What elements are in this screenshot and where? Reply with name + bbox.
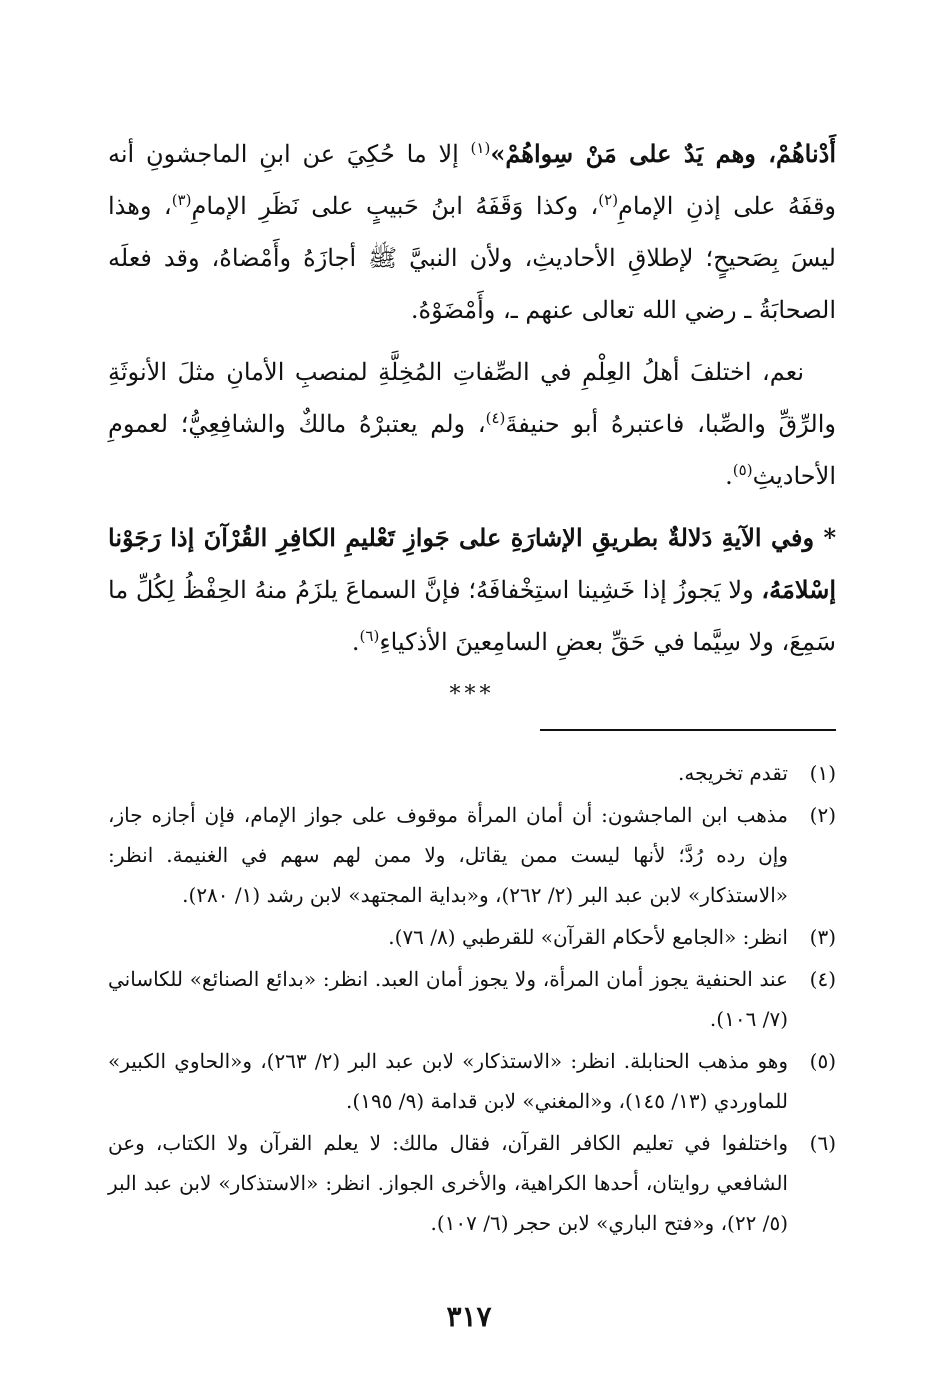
paragraph-text: ، ولم يعتبرْهُ مالكٌ والشافِعِيُّ؛ لعمومِ الأحاديثِ (108, 410, 836, 490)
bold-quote: أَدْناهُمْ، وهم يَدٌ على مَنْ سِواهُمْ» (490, 139, 836, 168)
section-separator: *** (449, 682, 495, 707)
footnote-ref-6[interactable]: (٦) (359, 627, 380, 645)
bold-heading-text: * وفي الآيةِ دَلالةٌ بطريقِ الإشارَةِ على جَوازِ تَعْليمِ الكافِرِ القُرْآنَ إذا رَجَوْنا إسْلامَهُ، (108, 523, 836, 604)
footnote-ref-5[interactable]: (٥) (732, 461, 753, 479)
footnote-item (108, 1123, 836, 1243)
footnotes-list (108, 753, 836, 1243)
footnote-item (108, 795, 836, 915)
footnote-ref-4[interactable]: (٤) (485, 409, 506, 427)
footnote-number: (١) (809, 761, 836, 785)
footnote-number: (٣) (809, 925, 836, 949)
footnote-text: تقدم تخريجه. (678, 761, 788, 785)
paragraph-text: ، وكذا وَقَفَهُ ابنُ حَبيبٍ على نَظَرِ الإمامِ (191, 192, 599, 220)
footnote-number: (٤) (809, 967, 836, 991)
footnote-item (108, 1041, 836, 1121)
footnote-text: انظر: «الجامع لأحكام القرآن» للقرطبي (٨/ ٧٦). (388, 925, 788, 949)
paragraph-text: . (725, 462, 733, 490)
paragraph-1 (108, 128, 836, 336)
footnote-item (108, 959, 836, 1039)
paragraph-text: . (351, 628, 360, 656)
paragraph-text: ولا يَجوزُ إذا خَشِينا استِخْفافَهُ؛ فإنَّ السماعَ يلزَمُ منهُ الحِفْظُ لِكُلِّ ما سَمِعَ، ولا سِيَّما في حَقِّ بعضِ السامِعينَ الأذكياءِ (108, 576, 836, 656)
paragraph-2 (108, 346, 836, 502)
footnote-divider (540, 729, 836, 731)
footnote-item (108, 753, 836, 793)
footnote-ref-1[interactable]: (١) (470, 139, 491, 157)
footnote-text: واختلفوا في تعليم الكافر القرآن، فقال مالك: لا يعلم القرآن ولا الكتاب، وعن الشافعي روايتان، أحدها الكراهية، والأخرى الجواز. انظر: «الاستذكار» لابن عبد البر (٥/ ٢٢)، و«فتح الباري» لابن حجر (٦/ ١٠٧). (108, 1131, 788, 1235)
page-content (108, 128, 836, 1245)
footnote-ref-3[interactable]: (٣) (171, 191, 192, 209)
paragraph-3 (108, 512, 836, 668)
paragraph-text: ، وهذا ليسَ بِصَحيحٍ؛ لإطلاقِ الأحاديثِ، ولأن النبيَّ ﷺ أجازَهُ وأَمْضاهُ، وقد فعلَه الصحابَةُ ـ رضي الله تعالى عنهم ـ، وأَمْضَوْهُ. (108, 192, 836, 324)
page-number: ٣١٧ (446, 1300, 492, 1333)
footnote-text: وهو مذهب الحنابلة. انظر: «الاستذكار» لابن عبد البر (٢/ ٢٦٣)، و«الحاوي الكبير» للماوردي (١٣/ ١٤٥)، و«المغني» لابن قدامة (٩/ ١٩٥). (108, 1049, 788, 1113)
footnote-number: (٥) (809, 1049, 836, 1073)
footnote-text: مذهب ابن الماجشون: أن أمان المرأة موقوف على جواز الإمام، فإن أجازه جاز، وإن رده رُدَّ؛ لأنها ليست ممن يقاتل، ولا ممن لهم سهم في الغنيمة. انظر: «الاستذكار» لابن عبد البر (٢/ ٢٦٢)، و«بداية المجتهد» لابن رشد (١/ ٢٨٠). (108, 803, 788, 907)
footnote-number: (٢) (809, 803, 836, 827)
footnote-item (108, 917, 836, 957)
paragraph-text: إلا ما حُكِيَ عن ابنِ الماجشونِ أنه وقفَهُ على إذنِ الإمامِ (108, 140, 837, 220)
paragraph-text: نعم، اختلفَ أهلُ العِلْمِ في الصِّفاتِ المُخِلَّةِ لمنصبِ الأمانِ مثلَ الأنوثَةِ والرِّقِّ والصِّبا، فاعتبرهُ أبو حنيفةَ (108, 358, 836, 438)
footnote-text: عند الحنفية يجوز أمان المرأة، ولا يجوز أمان العبد. انظر: «بدائع الصنائع» للكاساني (٧/ ١٠٦). (108, 967, 788, 1031)
footnote-number: (٦) (809, 1131, 836, 1155)
footnote-ref-2[interactable]: (٢) (598, 191, 619, 209)
